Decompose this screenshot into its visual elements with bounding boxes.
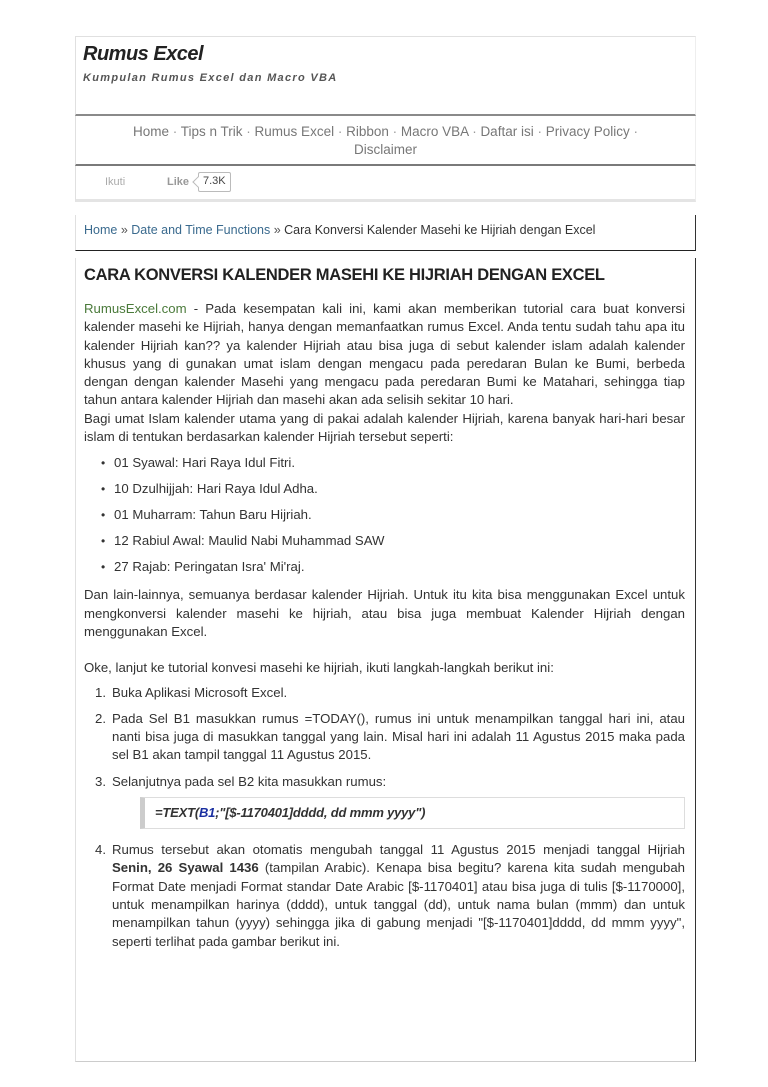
step-number: 2. <box>95 710 106 726</box>
list-item: • 01 Syawal: Hari Raya Idul Fitri. <box>84 450 685 476</box>
step-text: (tampilan Arabic). Kenapa bisa begitu? karena kita sudah mengubah Format Date menjadi Format standar Date Arabic [$-1170401] atau bisa juga di tulis [$-1170000], untuk menampilkan harinya (dddd), untuk tanggal (dd), untuk nama bulan (mmm) dan untuk menampilkan tahun (yyyy) sehingga jika di gabung menjadi "[$-1170401]dddd, dd mmm yyyy", seperti terlihat pada gambar berikut ini. <box>112 860 685 949</box>
main-nav <box>75 116 696 166</box>
nav-separator: · <box>246 124 255 139</box>
step-item <box>84 710 685 765</box>
breadcrumb-container <box>75 215 696 251</box>
step-text: Selanjutnya pada sel B2 kita masukkan rumus: <box>112 773 387 789</box>
site-header <box>75 36 696 116</box>
step-text: Pada Sel B1 masukkan rumus =TODAY(), rumus ini untuk menampilkan tanggal hari ini, atau nanti bisa juga di masukkan tanggal yang lain. Misal hari ini adalah 11 Agustus 2015 maka pada sel B1 akan tampil tanggal 11 Agustus 2015. <box>112 710 685 763</box>
breadcrumb-current: Cara Konversi Kalender Masehi ke Hijriah dengan Excel <box>284 223 596 237</box>
formula-cell-ref: B1 <box>198 805 216 821</box>
site-title[interactable]: Rumus Excel <box>83 43 204 65</box>
breadcrumb-category[interactable]: Date and Time Functions <box>131 223 271 237</box>
step-item <box>84 841 685 951</box>
social-bar <box>75 166 696 202</box>
nav-separator: · <box>472 124 481 139</box>
nav-separator: · <box>537 124 546 139</box>
nav-ribbon[interactable]: Ribbon <box>346 124 389 139</box>
step-item <box>84 684 685 702</box>
step-item <box>84 773 685 829</box>
breadcrumb-separator: » <box>273 223 285 237</box>
step-number: 3. <box>95 773 106 789</box>
formula-prefix: =TEXT( <box>155 805 199 821</box>
nav-separator: · <box>633 124 639 139</box>
nav-home[interactable]: Home <box>132 124 169 139</box>
follow-button[interactable]: Ikuti <box>105 176 126 188</box>
nav-privacy-policy[interactable]: Privacy Policy <box>545 124 630 139</box>
formula-suffix: ;"[$-1170401]dddd, dd mmm yyyy") <box>215 805 426 821</box>
steps-list <box>84 684 685 951</box>
nav-separator: · <box>337 124 347 139</box>
nav-separator: · <box>172 124 181 139</box>
breadcrumb-separator: » <box>120 223 132 237</box>
intro-paragraph <box>84 300 685 410</box>
step-text: Rumus tersebut akan otomatis mengubah tanggal 11 Agustus 2015 menjadi tanggal Hijriah <box>112 842 685 858</box>
nav-daftar-isi[interactable]: Daftar isi <box>480 124 534 139</box>
like-button[interactable]: Like <box>167 176 190 188</box>
hijri-date-bold: Senin, 26 Syawal 1436 <box>112 860 259 876</box>
step-number: 1. <box>95 684 106 700</box>
list-item: • 01 Muharram: Tahun Baru Hijriah. <box>84 502 685 528</box>
list-item: • 12 Rabiul Awal: Maulid Nabi Muhammad SAW <box>84 528 685 554</box>
article-body <box>84 300 685 951</box>
paragraph-holidays-intro: Bagi umat Islam kalender utama yang di pakai adalah kalender Hijriah, karena banyak hari-hari besar islam di tentukan berdasarkan kalender Hijriah tersebut seperti: <box>84 410 685 445</box>
spacer <box>84 641 685 659</box>
site-link[interactable]: RumusExcel.com <box>84 301 187 316</box>
paragraph-steps-intro: Oke, lanjut ke tutorial konvesi masehi ke hijriah, ikuti langkah-langkah berikut ini: <box>84 660 554 676</box>
breadcrumb <box>84 223 595 237</box>
step-text: Buka Aplikasi Microsoft Excel. <box>112 684 288 700</box>
nav-disclaimer[interactable]: Disclaimer <box>353 142 417 157</box>
like-count-badge: 7.3K <box>198 172 231 192</box>
site-tagline: Kumpulan Rumus Excel dan Macro VBA <box>83 72 338 84</box>
list-item: • 27 Rajab: Peringatan Isra' Mi'raj. <box>84 554 685 580</box>
intro-text: - Pada kesempatan kali ini, kami akan memberikan tutorial cara buat konversi kalender masehi ke Hijriah, hanya dengan memanfaatkan rumus Excel. Anda tentu sudah tahu apa itu kalender Hijriah kan?? ya kalender Hijriah atau bisa juga di sebut kalender islam adalah kalender khusus yang di gunakan umat islam dengan mengacu pada peredaran Bulan ke Bumi, berbeda dengan dengan kalender Masehi yang mengacu pada peredaran Bumi ke Matahari, sehingga tiap tahun antara kalender Hijriah dan masehi akan ada selisih sekitar 10 hari. <box>84 301 685 408</box>
article <box>75 258 696 1062</box>
step-number: 4. <box>95 842 106 858</box>
nav-rumus-excel[interactable]: Rumus Excel <box>254 124 335 139</box>
paragraph-excel: Dan lain-lainnya, semuanya berdasar kalender Hijriah. Untuk itu kita bisa menggunakan Excel untuk mengkonversi kalender masehi ke hijriah, atau bisa juga membuat Kalender Hijriah dengan menggunakan Excel. <box>84 587 685 639</box>
holiday-list <box>84 450 685 580</box>
formula-blockquote <box>140 797 685 829</box>
nav-tips-n-trik[interactable]: Tips n Trik <box>180 124 243 139</box>
breadcrumb-home[interactable]: Home <box>84 223 118 237</box>
post-title: CARA KONVERSI KALENDER MASEHI KE HIJRIAH DENGAN EXCEL <box>84 266 605 284</box>
nav-separator: · <box>392 124 401 139</box>
nav-macro-vba[interactable]: Macro VBA <box>400 124 469 139</box>
list-item: • 10 Dzulhijjah: Hari Raya Idul Adha. <box>84 476 685 502</box>
